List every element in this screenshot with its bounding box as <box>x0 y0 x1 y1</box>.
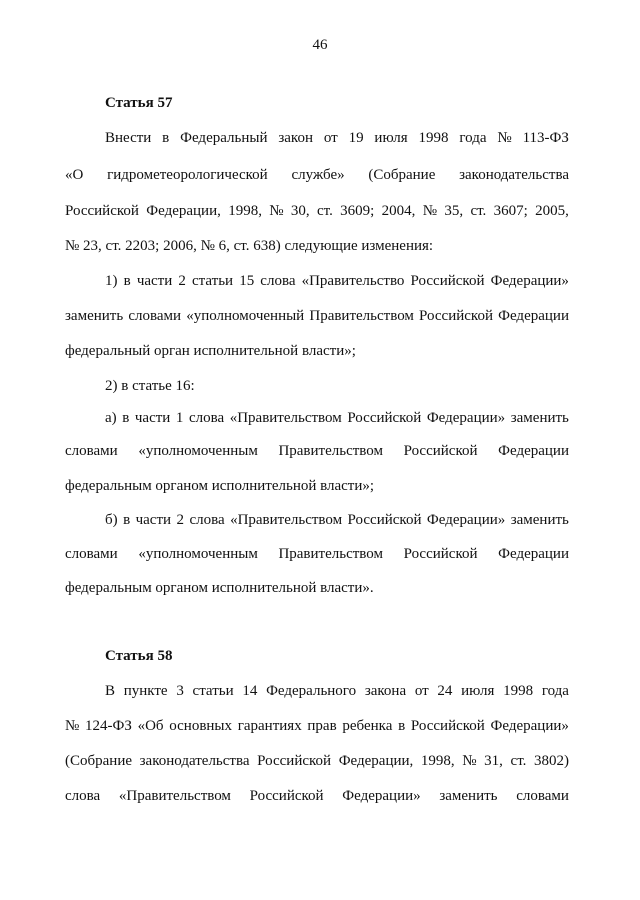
word: Внести <box>105 130 152 146</box>
word: гидрометеорологической <box>107 167 268 183</box>
article-57-item-2b-line-2 <box>65 546 569 563</box>
word: Федерации <box>498 546 569 562</box>
word: «уполномоченным <box>138 546 258 562</box>
word: июля <box>374 130 408 146</box>
word: статьи <box>191 273 234 289</box>
word: Российской <box>65 203 139 219</box>
word: Российской <box>347 512 422 528</box>
word: № <box>462 753 477 769</box>
word: «Правительством <box>118 788 231 804</box>
word: ст. <box>470 203 487 219</box>
article-57-item-2a-line-1 <box>105 410 569 427</box>
word: 15 <box>239 273 255 289</box>
word: ст. <box>510 753 527 769</box>
word: Федерации» <box>490 718 569 734</box>
word: слова <box>189 512 225 528</box>
article-57-item-2: 2) в статье 16: <box>105 378 195 394</box>
word: 1998 <box>418 130 449 146</box>
word: пункте <box>123 683 168 699</box>
word: Федерации <box>498 308 569 324</box>
word: службе» <box>291 167 345 183</box>
article-57-item-1-line-3: федеральный орган исполнительной власти»; <box>65 343 356 359</box>
word: Российской <box>403 546 478 562</box>
article-57-item-2a-line-2 <box>65 443 569 460</box>
word: Правительством <box>309 308 414 324</box>
word: в <box>162 130 170 146</box>
word: Правительством <box>278 443 383 459</box>
word: «Правительство <box>301 273 405 289</box>
word: Российской <box>410 273 485 289</box>
word: (Собрание <box>65 753 133 769</box>
word: года <box>541 683 569 699</box>
page-number: 46 <box>312 37 328 53</box>
word: «Об <box>137 718 164 734</box>
word: заменить <box>510 512 569 528</box>
word: Федерального <box>266 683 357 699</box>
word: Федерации, <box>146 203 221 219</box>
word: 1998, <box>228 203 262 219</box>
word: слова <box>65 788 101 804</box>
article-57-item-2b-line-1 <box>105 512 569 529</box>
word: 1998, <box>420 753 455 769</box>
word: словами <box>516 788 569 804</box>
word: 2005, <box>535 203 569 219</box>
word: «Правительством <box>230 512 343 528</box>
word: Федерации <box>498 443 569 459</box>
word: от <box>323 130 338 146</box>
word: 1998 <box>503 683 534 699</box>
word: 3802) <box>533 753 569 769</box>
word: 113-ФЗ <box>522 130 569 146</box>
word: заменить <box>65 308 124 324</box>
word: Российской <box>249 788 324 804</box>
word: № <box>65 718 80 734</box>
word: № <box>422 203 438 219</box>
word: Федерации, <box>338 753 414 769</box>
article-58-heading: Статья 58 <box>105 648 173 664</box>
word: части <box>136 273 173 289</box>
word: Российской <box>257 753 332 769</box>
word: Правительством <box>278 546 383 562</box>
word: а) <box>105 410 117 426</box>
article-58-line-2 <box>65 718 569 735</box>
word: июля <box>461 683 495 699</box>
word: № <box>497 130 512 146</box>
word: Федерации» <box>426 410 506 426</box>
word: ребенка <box>342 718 393 734</box>
word: (Собрание <box>368 167 436 183</box>
word: в <box>123 273 131 289</box>
word: прав <box>307 718 337 734</box>
word: Российской <box>410 718 485 734</box>
article-57-item-1-line-1 <box>105 273 569 290</box>
word: № <box>269 203 284 219</box>
article-57-intro-line-3 <box>65 203 569 220</box>
word: Федерации» <box>342 788 421 804</box>
word: 30, <box>290 203 310 219</box>
word: части <box>135 512 172 528</box>
article-58-line-4 <box>65 788 569 805</box>
word: 3609; <box>340 203 375 219</box>
word: слова <box>188 410 225 426</box>
article-57-intro-line-1 <box>105 130 569 147</box>
word: словами <box>128 308 182 324</box>
word: «О <box>65 167 84 183</box>
word: основных <box>169 718 233 734</box>
word: Федеральный <box>180 130 268 146</box>
word: 124-ФЗ <box>85 718 132 734</box>
word: «уполномоченный <box>186 308 305 324</box>
word: 14 <box>242 683 258 699</box>
article-57-intro-line-2 <box>65 167 569 184</box>
word: Российской <box>347 410 422 426</box>
word: от <box>414 683 429 699</box>
word: 35, <box>444 203 464 219</box>
word: 19 <box>348 130 364 146</box>
article-57-item-1-line-2 <box>65 308 569 325</box>
word: Федерации» <box>426 512 506 528</box>
word: Российской <box>419 308 493 324</box>
word: словами <box>65 443 118 459</box>
word: закона <box>364 683 407 699</box>
article-58-line-3 <box>65 753 569 770</box>
word: 2004, <box>381 203 416 219</box>
word: законодательства <box>459 167 569 183</box>
word: 2 <box>176 512 184 528</box>
article-57-item-2b-line-3: федеральным органом исполнительной власти». <box>65 580 374 596</box>
word: словами <box>65 546 118 562</box>
word: в <box>398 718 406 734</box>
article-57-item-2a-line-3: федеральным органом исполнительной власти»; <box>65 478 375 494</box>
word: ст. <box>316 203 333 219</box>
word: части <box>134 410 171 426</box>
word: Российской <box>403 443 478 459</box>
word: гарантиях <box>237 718 302 734</box>
word: 31, <box>484 753 503 769</box>
word: в <box>123 512 131 528</box>
word: заменить <box>439 788 498 804</box>
word: 3 <box>176 683 184 699</box>
word: 3607; <box>493 203 528 219</box>
word: «уполномоченным <box>138 443 258 459</box>
word: закон <box>278 130 313 146</box>
word: Федерации» <box>490 273 569 289</box>
word: законодательства <box>139 753 250 769</box>
word: 24 <box>437 683 453 699</box>
word: заменить <box>510 410 569 426</box>
article-58-line-1 <box>105 683 569 700</box>
word: «Правительством <box>229 410 342 426</box>
article-57-intro-line-4: № 23, ст. 2203; 2006, № 6, ст. 638) следующие изменения: <box>65 238 434 254</box>
word: года <box>459 130 487 146</box>
word: в <box>122 410 130 426</box>
word: 1) <box>105 273 118 289</box>
word: слова <box>260 273 296 289</box>
word: статьи <box>192 683 234 699</box>
word: В <box>105 683 116 699</box>
word: 2 <box>178 273 186 289</box>
word: б) <box>105 512 118 528</box>
article-57-heading: Статья 57 <box>105 95 173 111</box>
word: 1 <box>175 410 184 426</box>
